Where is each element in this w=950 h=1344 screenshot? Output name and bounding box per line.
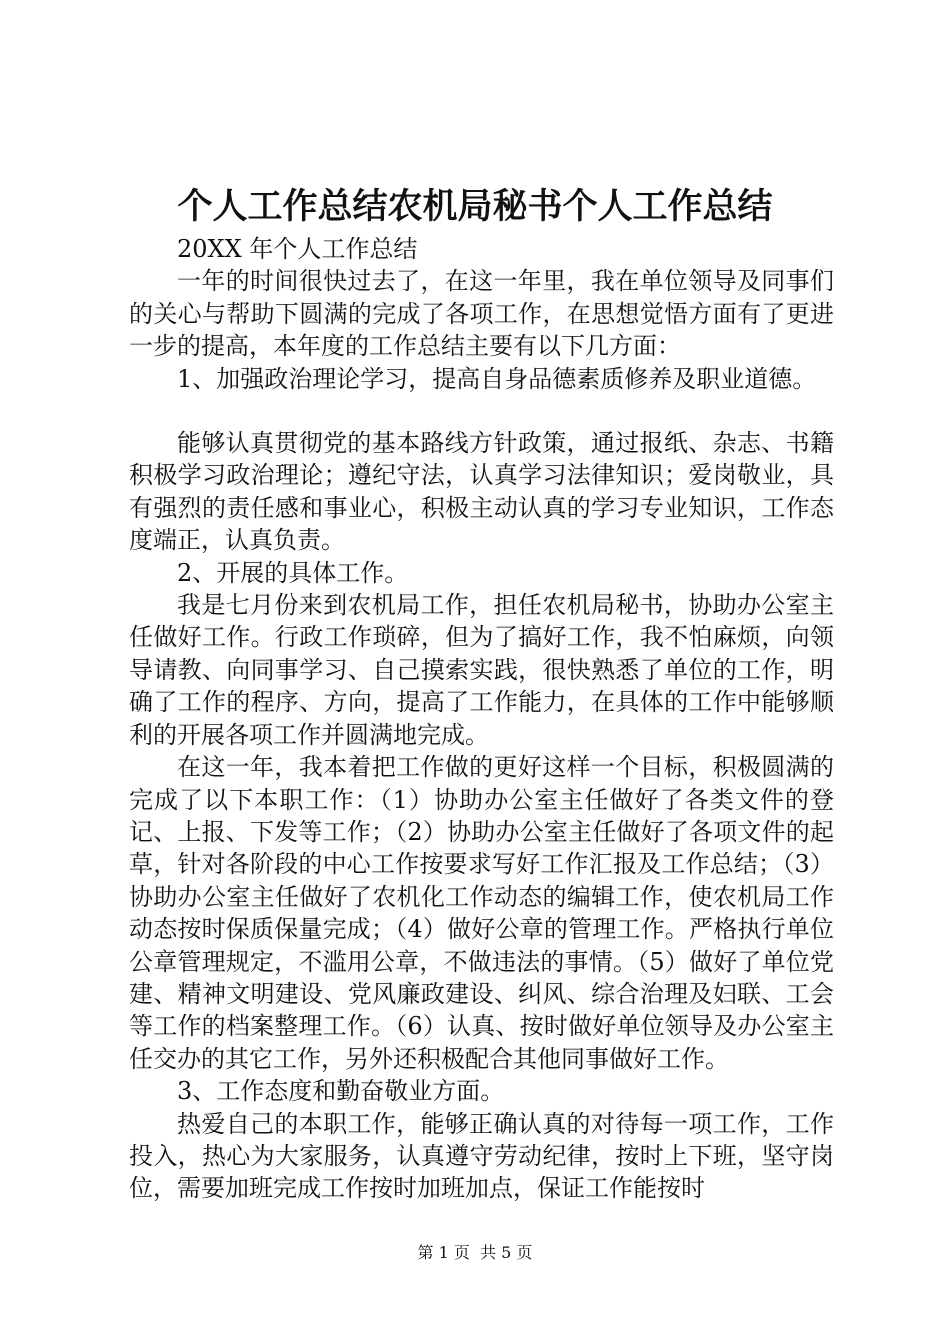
paragraph-work-start: 我是七月份来到农机局工作，担任农机局秘书，协助办公室主任做好工作。行政工作琐碎，但为了搞好工作，我不怕麻烦，向领导请教、向同事学习、自己摸索实践，很快熟悉了单位的工作，明确了工作的程序、方向，提高了工作能力，在具体的工作中能够顺利的开展各项工作并圆满地完成。 [129, 591, 834, 749]
paragraph-duties: 在这一年，我本着把工作做的更好这样一个目标，积极圆满的完成了以下本职工作：（1）协助办公室主任做好了各类文件的登记、上报、下发等工作；（2）协助办公室主任做好了各项文件的起草，针对各阶段的中心工作按要求写好工作汇报及工作总结；（3）协助办公室主任做好了农机化工作动态的编辑工作，使农机局工作动态按时保质保量完成；（4）做好公章的管理工作。严格执行单位公章管理规定，不滥用公章，不做违法的事情。（5）做好了单位党建、精神文明建设、党风廉政建设、纠风、综合治理及妇联、工会等工作的档案整理工作。（6）认真、按时做好单位领导及办公室主任交办的其它工作，另外还积极配合其他同事做好工作。 [129, 753, 834, 1073]
page-footer [0, 1243, 950, 1263]
document-title: 个人工作总结农机局秘书个人工作总结 [177, 187, 773, 227]
paragraph-year-heading: 20XX 年个人工作总结 [177, 235, 418, 263]
paragraph-intro: 一年的时间很快过去了，在这一年里，我在单位领导及同事们的关心与帮助下圆满的完成了各项工作，在思想觉悟方面有了更进一步的提高，本年度的工作总结主要有以下几方面： [129, 267, 834, 361]
paragraph-politics: 能够认真贯彻党的基本路线方针政策，通过报纸、杂志、书籍积极学习政治理论；遵纪守法，认真学习法律知识；爱岗敬业，具有强烈的责任感和事业心，积极主动认真的学习专业知识，工作态度端正，认真负责。 [129, 429, 834, 555]
paragraph-attitude: 热爱自己的本职工作，能够正确认真的对待每一项工作，工作投入，热心为大家服务，认真遵守劳动纪律，按时上下班，坚守岗位，需要加班完成工作按时加班加点，保证工作能按时 [129, 1109, 834, 1203]
section-heading-3: 3、工作态度和勤奋敬业方面。 [177, 1077, 505, 1106]
section-heading-1: 1、加强政治理论学习，提高自身品德素质修养及职业道德。 [177, 364, 817, 393]
section-heading-2: 2、开展的具体工作。 [177, 558, 409, 587]
document-body [129, 233, 834, 1205]
page-number-label: 第 1 页 共 5 页 [417, 1243, 533, 1262]
